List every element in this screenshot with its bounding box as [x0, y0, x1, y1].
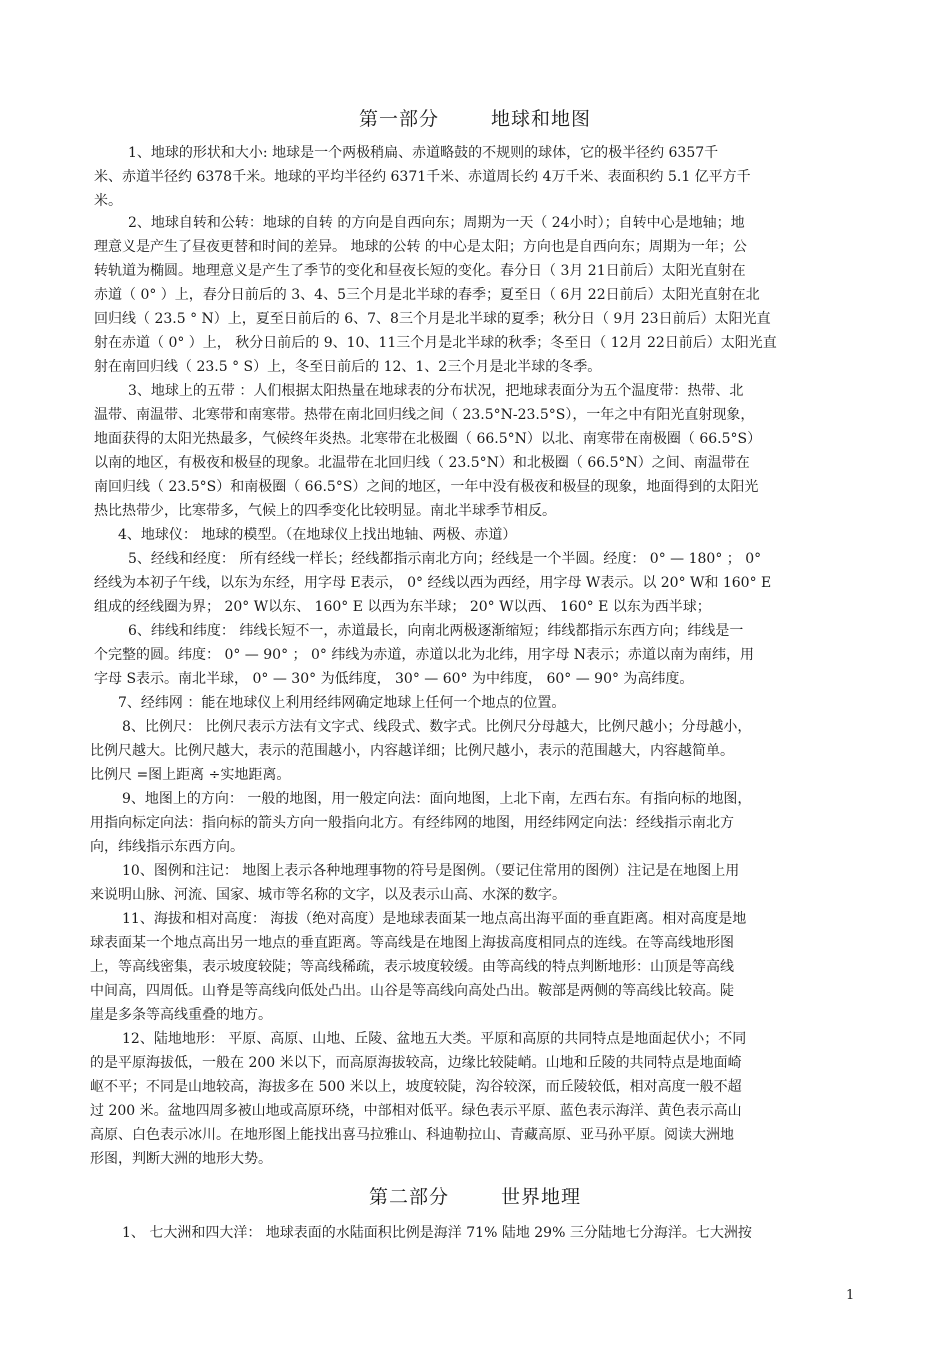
page-number: 1	[846, 1288, 855, 1303]
paragraph-line: 米、赤道半径约 6378千米。地球的平均半径约 6371千米、赤道周长约 4万千米、表面积约 5.1 亿平方千	[94, 169, 751, 185]
paragraph-line: 经线为本初子午线，以东为东经，用字母 E表示， 0° 经线以西为西经，用字母 W表示。以 20° W和 160° E	[94, 575, 772, 591]
paragraph-line: 8、比例尺： 比例尺表示方法有文字式、线段式、数字式。比例尺分母越大，比例尺越小；分母越小，	[122, 719, 752, 735]
paragraph-line: 用指向标定向法：指向标的箭头方向一般指向北方。有经纬网的地图，用经纬网定向法：经线指示南北方	[90, 815, 734, 831]
paragraph-line: 球表面某一个地点高出另一地点的垂直距离。等高线是在地图上海拔高度相同点的连线。在等高线地形图	[90, 935, 734, 951]
paragraph-line: 中间高，四周低。山脊是等高线向低处凸出。山谷是等高线向高处凸出。鞍部是两侧的等高线比较高。陡	[90, 983, 734, 999]
paragraph-line: 岖不平；不同是山地较高，海拔多在 500 米以上，坡度较陡，沟谷较深，而丘陵较低，相对高度一般不超	[90, 1079, 742, 1095]
paragraph-line: 比例尺 =图上距离 ÷实地距离。	[90, 767, 291, 783]
section-2-heading	[0, 1182, 950, 1209]
section-1-title: 地球和地图	[491, 108, 592, 130]
paragraph-line: 射在南回归线（ 23.5 ° S）上，冬至日前后的 12、1、2三个月是北半球的冬季。	[94, 359, 602, 375]
paragraph-line: 赤道（ 0° ）上，春分日前后的 3、4、5三个月是北半球的春季；夏至日（ 6月 22日前后）太阳光直射在北	[94, 287, 760, 303]
paragraph-line: 1、地球的形状和大小: 地球是一个两极稍扁、赤道略鼓的不规则的球体，它的极半径约 6357千	[128, 145, 719, 161]
paragraph-line: 9、地图上的方向： 一般的地图，用一般定向法：面向地图，上北下南，左西右东。有指向标的地图，	[122, 791, 752, 807]
paragraph-line: 11、海拔和相对高度： 海拔（绝对高度）是地球表面某一地点高出海平面的垂直距离。相对高度是地	[122, 911, 747, 927]
paragraph-line: 南回归线（ 23.5°S）和南极圈（ 66.5°S）之间的地区，一年中没有极夜和极昼的现象，地面得到的太阳光	[94, 479, 759, 495]
paragraph-line: 6、纬线和纬度： 纬线长短不一，赤道最长，向南北两极逐渐缩短；纬线都指示东西方向；纬线是一	[128, 623, 744, 639]
paragraph-line: 12、陆地地形： 平原、高原、山地、丘陵、盆地五大类。平原和高原的共同特点是地面起伏小；不同	[122, 1031, 747, 1047]
paragraph-line: 2、地球自转和公转：地球的自转 的方向是自西向东；周期为一天（ 24小时）；自转中心是地轴；地	[128, 215, 745, 231]
paragraph-line: 比例尺越大。比例尺越大，表示的范围越小，内容越详细；比例尺越小，表示的范围越大，内容越简单。	[90, 743, 734, 759]
paragraph-line: 组成的经线圈为界； 20° W以东、 160° E 以西为东半球； 20° W以西、 160° E 以东为西半球；	[94, 599, 711, 615]
paragraph-line: 温带、南温带、北寒带和南寒带。热带在南北回归线之间（ 23.5°N-23.5°S），一年之中有阳光直射现象，	[94, 407, 755, 423]
section-1-heading	[0, 104, 950, 131]
paragraph-line: 过 200 米。盆地四周多被山地或高原环绕，中部相对低平。绿色表示平原、蓝色表示海洋、黄色表示高山	[90, 1103, 742, 1119]
paragraph-line: 理意义是产生了昼夜更替和时间的差异。 地球的公转 的中心是太阳；方向也是自西向东；周期为一年；公	[94, 239, 747, 255]
paragraph-line: 以南的地区，有极夜和极昼的现象。北温带在北回归线（ 23.5°N）和北极圈（ 66.5°N）之间、南温带在	[94, 455, 750, 471]
paragraph-line: 转轨道为椭圆。地理意义是产生了季节的变化和昼夜长短的变化。春分日（ 3月 21日前后）太阳光直射在	[94, 263, 746, 279]
section-1-part: 第一部分	[358, 108, 439, 130]
paragraph-line: 5、经线和经度： 所有经线一样长；经线都指示南北方向；经线是一个半圆。经度： 0° — 180° ； 0°	[128, 551, 762, 567]
paragraph-line: 形图，判断大洲的地形大势。	[90, 1151, 272, 1167]
paragraph-line: 来说明山脉、河流、国家、城市等名称的文字，以及表示山高、水深的数字。	[90, 887, 566, 903]
paragraph-line: 地面获得的太阳光热最多，气候终年炎热。北寒带在北极圈（ 66.5°N）以北、南寒带在南极圈（ 66.5°S）	[94, 431, 762, 447]
paragraph-line: 回归线（ 23.5 ° N）上，夏至日前后的 6、7、8三个月是北半球的夏季；秋分日（ 9月 23日前后）太阳光直	[94, 311, 771, 327]
paragraph-line: 米。	[94, 193, 122, 209]
paragraph-line: 高原、白色表示冰川。在地形图上能找出喜马拉雅山、科迪勒拉山、青藏高原、亚马孙平原。阅读大洲地	[90, 1127, 734, 1143]
paragraph-line: 向，纬线指示东西方向。	[90, 839, 244, 855]
paragraph-line: 个完整的圆。纬度： 0° — 90° ； 0° 纬线为赤道，赤道以北为北纬，用字母 N表示；赤道以南为南纬，用	[94, 647, 755, 663]
paragraph-line: 上，等高线密集，表示坡度较陡；等高线稀疏，表示坡度较缓。由等高线的特点判断地形：山顶是等高线	[90, 959, 734, 975]
paragraph-line: 4、地球仪： 地球的模型。（在地球仪上找出地轴、两极、赤道）	[118, 527, 517, 543]
paragraph-line: 热比热带少，比寒带多，气候上的四季变化比较明显。南北半球季节相反。	[94, 503, 556, 519]
paragraph-line: 的是平原海拔低，一般在 200 米以下，而高原海拔较高，边缘比较陡峭。山地和丘陵的共同特点是地面崎	[90, 1055, 742, 1071]
paragraph-line: 字母 S表示。南北半球， 0° — 30° 为低纬度， 30° — 60° 为中纬度， 60° — 90° 为高纬度。	[94, 671, 694, 687]
paragraph-line: 10、图例和注记： 地图上表示各种地理事物的符号是图例。（要记住常用的图例）注记是在地图上用	[122, 863, 740, 879]
section-2-title: 世界地理	[501, 1186, 582, 1208]
paragraph-line: 射在赤道（ 0° ）上， 秋分日前后的 9、10、11三个月是北半球的秋季；冬至日（ 12月 22日前后）太阳光直	[94, 335, 777, 351]
paragraph-line: 7、经纬网 ：能在地球仪上利用经纬网确定地球上任何一个地点的位置。	[118, 695, 566, 711]
paragraph-line: 3、地球上的五带 ：人们根据太阳热量在地球表的分布状况，把地球表面分为五个温度带：热带、北	[128, 383, 744, 399]
paragraph-line: 崖是多条等高线重叠的地方。	[90, 1007, 272, 1023]
section-2-part: 第二部分	[368, 1186, 449, 1208]
paragraph-line: 1、 七大洲和四大洋： 地球表面的水陆面积比例是海洋 71% 陆地 29% 三分陆地七分海洋。七大洲按	[122, 1225, 752, 1241]
